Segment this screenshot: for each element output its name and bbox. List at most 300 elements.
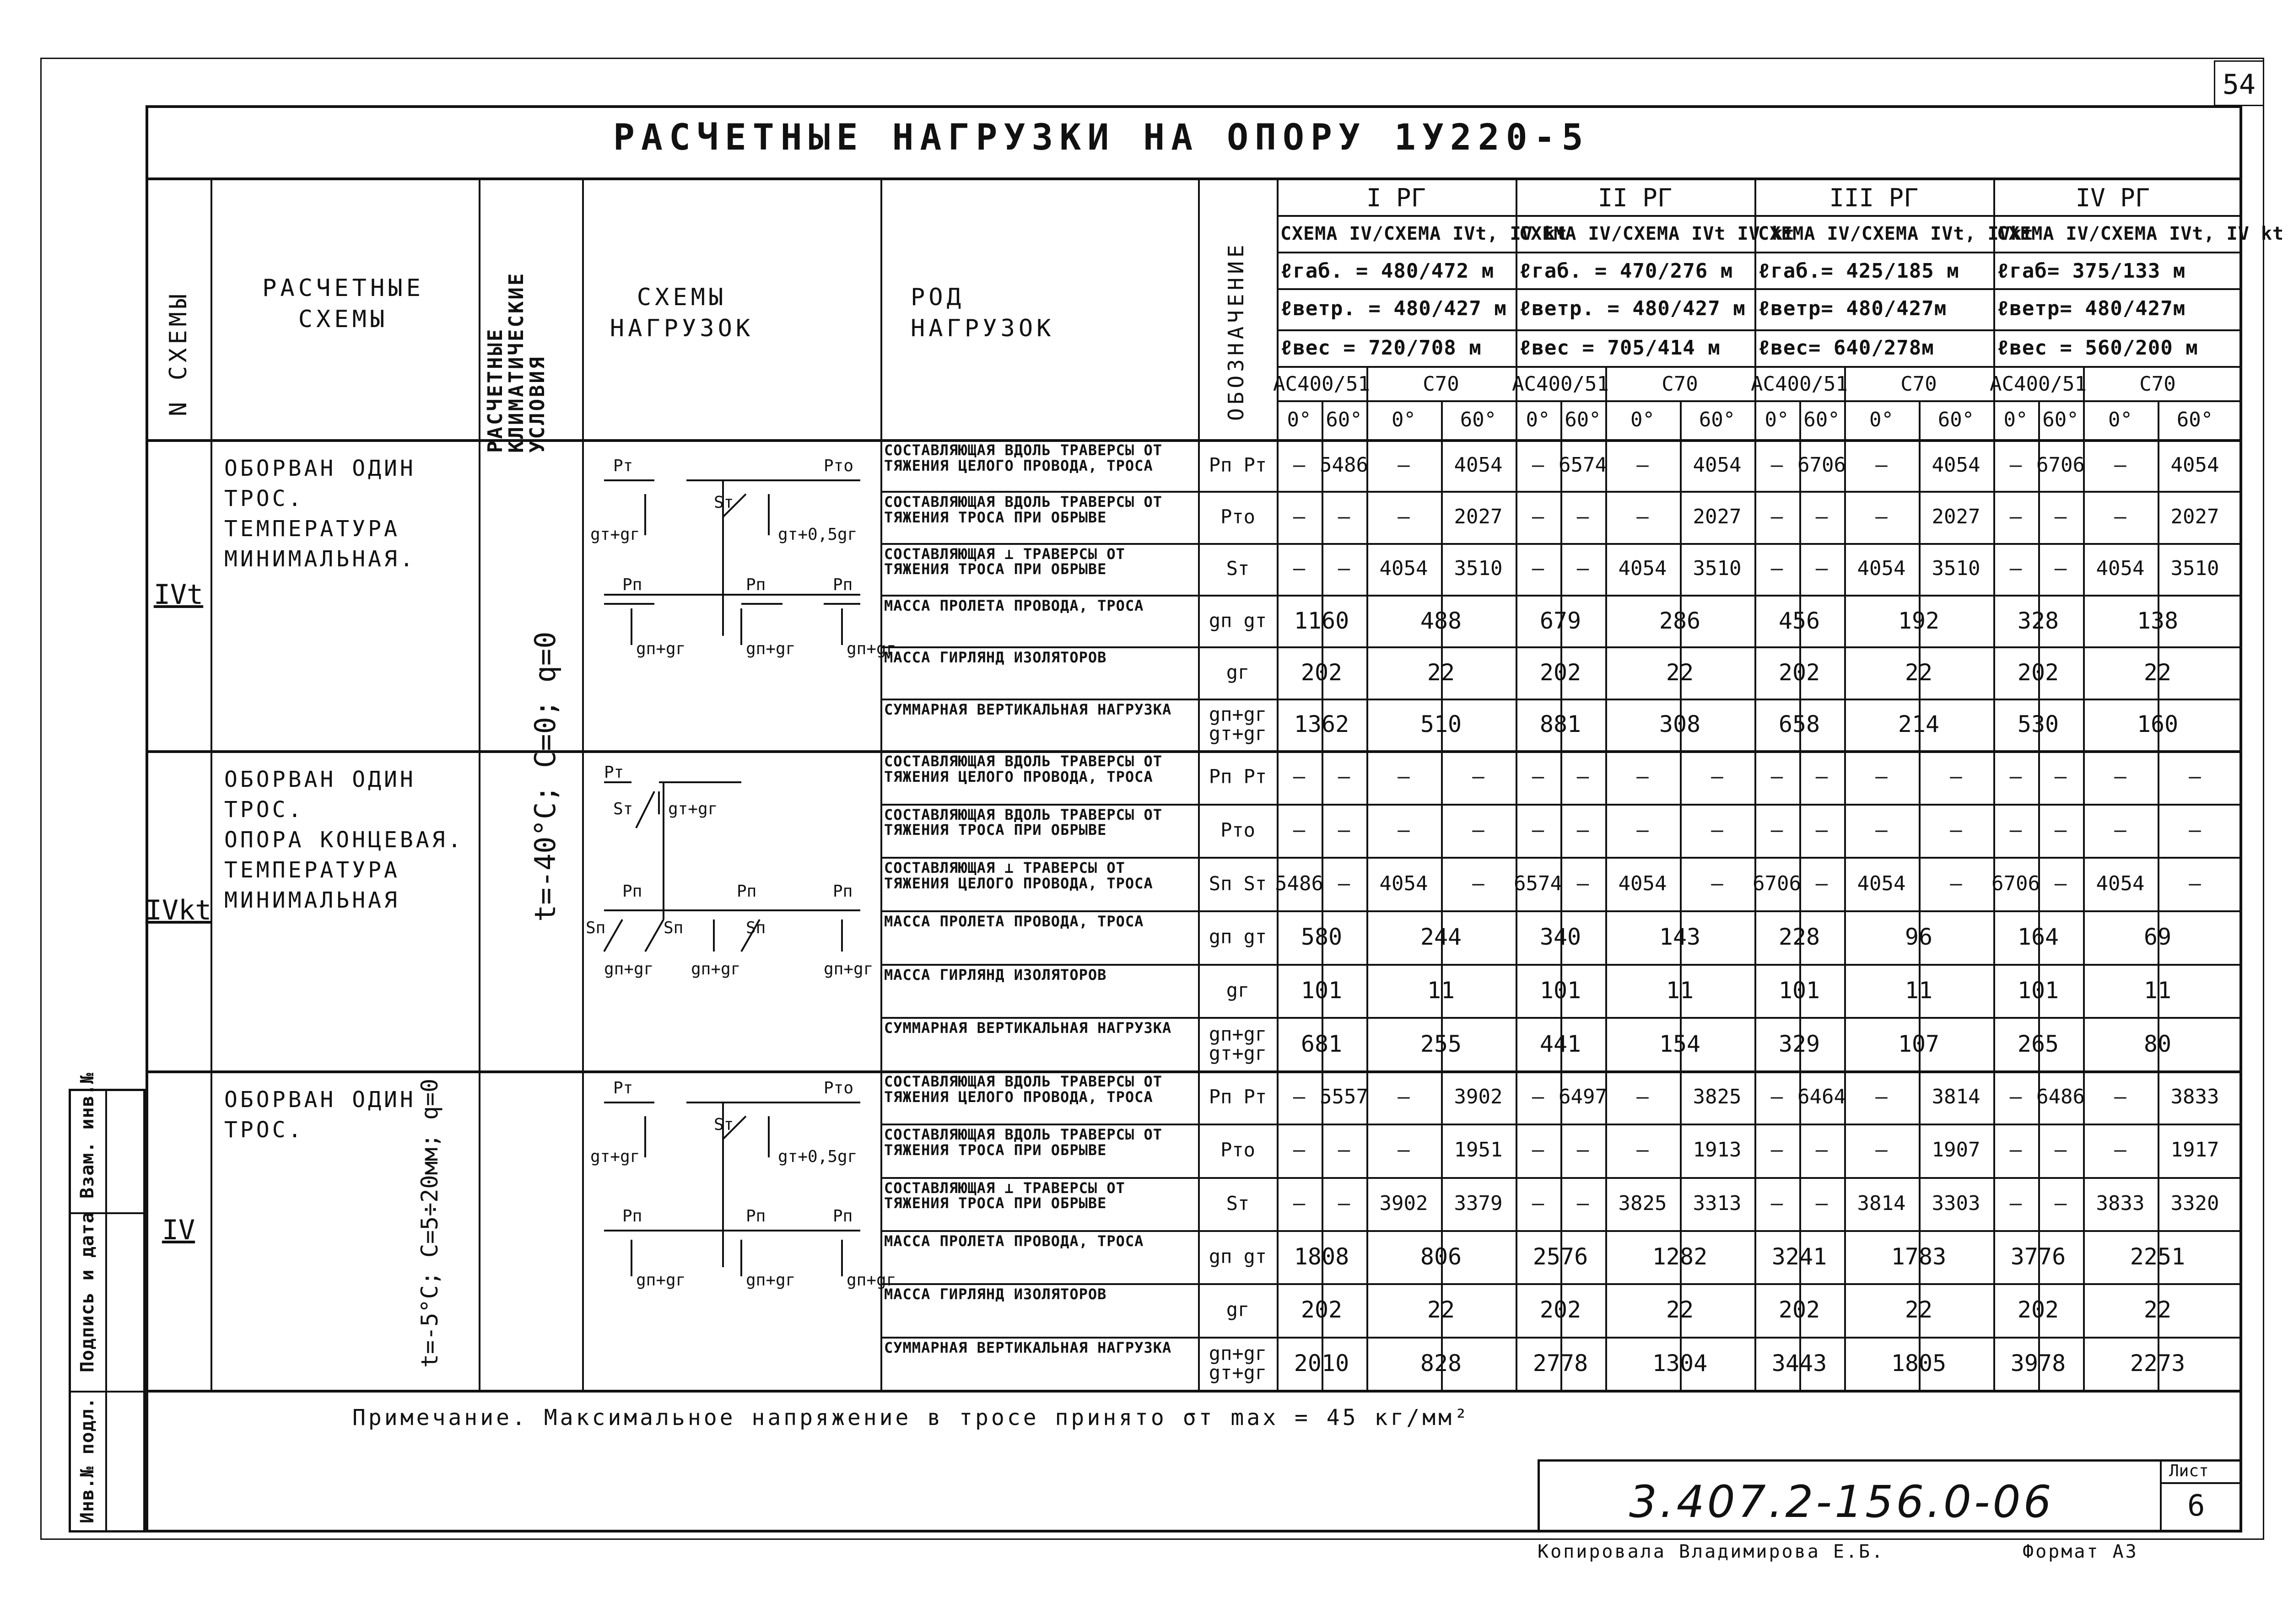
table-cell: 6706: [1991, 871, 2040, 895]
scheme-description: ОБОРВАН ОДИН: [224, 767, 416, 792]
load-scheme-diagram-ivt: [586, 444, 896, 746]
table-cell: 286: [1659, 607, 1701, 634]
table-cell: —: [1770, 818, 1783, 842]
table-cell: —: [2054, 818, 2067, 842]
svg-text:Pп: Pп: [746, 1207, 766, 1226]
table-cell: 4054: [2096, 557, 2145, 581]
table-cell: 3833: [2170, 1085, 2219, 1109]
table-cell: —: [1875, 1085, 1888, 1109]
row-label: МАССА ПРОЛЕТА ПРОВОДА, ТРОСА: [884, 597, 1144, 614]
row-label: МАССА ПРОЛЕТА ПРОВОДА, ТРОСА: [884, 1232, 1144, 1250]
table-cell: —: [1532, 765, 1544, 789]
table-cell: —: [1472, 871, 1484, 895]
table-cell: 2027: [1693, 505, 1742, 528]
row-symbol: Pто: [1220, 818, 1255, 841]
table-cell: 202: [1300, 1296, 1343, 1323]
angle-label: 0°: [2003, 408, 2028, 431]
table-cell: 244: [1420, 924, 1462, 951]
table-cell: —: [1770, 1138, 1783, 1162]
table-cell: —: [1950, 818, 1962, 842]
wire-label: АС400/51: [1990, 372, 2087, 396]
table-cell: —: [1711, 818, 1723, 842]
table-cell: —: [1875, 505, 1888, 528]
table-cell: 5486: [1275, 871, 1323, 895]
row-label: СОСТАВЛЯЮЩАЯ ⊥ ТРАВЕРСЫ ОТ ТЯЖЕНИЯ ТРОСА ПРИ ОБРЫВЕ: [884, 1179, 1125, 1212]
table-cell: —: [2009, 505, 2022, 528]
table-cell: 202: [1300, 659, 1343, 686]
table-cell: —: [1398, 453, 1410, 477]
table-cell: 214: [1898, 711, 1940, 738]
scheme-description: ОБОРВАН ОДИН: [224, 456, 416, 481]
table-cell: 3510: [1932, 557, 1980, 581]
table-cell: 1951: [1454, 1138, 1503, 1162]
table-cell: —: [1532, 1138, 1544, 1162]
row-label: СОСТАВЛЯЮЩАЯ ВДОЛЬ ТРАВЕРСЫ ОТ ТЯЖЕНИЯ ЦЕЛОГО ПРОВОДА, ТРОСА: [884, 1073, 1162, 1106]
svg-text:Pто: Pто: [824, 1079, 854, 1097]
table-cell: —: [1770, 453, 1783, 477]
table-cell: —: [1532, 505, 1544, 528]
table-cell: —: [1338, 871, 1350, 895]
row-label: МАССА ГИРЛЯНД ИЗОЛЯТОРОВ: [884, 966, 1107, 984]
angle-label: 60°: [1803, 408, 1840, 431]
table-cell: —: [1472, 765, 1484, 789]
table-cell: 530: [2017, 711, 2059, 738]
region-schema: СХЕМА IV/СХЕМА IVt, IV kt: [1280, 223, 1568, 244]
table-cell: 22: [1427, 1296, 1455, 1323]
region-l-gab: ℓгаб. = 480/472 м: [1280, 259, 1495, 283]
table-cell: —: [1576, 1138, 1589, 1162]
scheme-description: ТРОС.: [224, 1117, 304, 1143]
table-cell: —: [1338, 557, 1350, 581]
row-symbol: gп+gг gт+gг: [1209, 1342, 1267, 1384]
table-cell: —: [2009, 1138, 2022, 1162]
svg-text:Sт: Sт: [613, 800, 633, 818]
row-symbol: Sт: [1226, 557, 1250, 580]
table-cell: 3320: [2170, 1191, 2219, 1215]
svg-text:gп+gг: gп+gг: [636, 640, 686, 658]
row-label: СОСТАВЛЯЮЩАЯ ⊥ ТРАВЕРСЫ ОТ ТЯЖЕНИЯ ЦЕЛОГО ПРОВОДА, ТРОСА: [884, 859, 1153, 892]
table-cell: 3379: [1454, 1191, 1503, 1215]
svg-text:Pп: Pп: [833, 882, 853, 901]
svg-text:Pто: Pто: [824, 457, 854, 475]
table-cell: 3241: [1771, 1243, 1827, 1270]
scheme-description: ОПОРА КОНЦЕВАЯ.: [224, 827, 464, 853]
svg-text:gп+gг: gп+gг: [636, 1271, 686, 1290]
table-cell: 580: [1300, 924, 1343, 951]
table-cell: 164: [2017, 924, 2059, 951]
svg-text:Sп: Sп: [664, 919, 684, 937]
angle-label: 0°: [1630, 408, 1655, 431]
table-cell: 3443: [1771, 1350, 1827, 1377]
table-cell: 1304: [1652, 1350, 1708, 1377]
svg-text:gт+gг: gт+gг: [590, 1147, 640, 1166]
table-cell: 828: [1420, 1350, 1462, 1377]
table-cell: —: [2114, 505, 2126, 528]
stamp-text-3: Инв.№ подл.: [77, 1397, 98, 1523]
load-scheme-diagram-ivkt: [586, 755, 879, 1066]
header-load-type: РОД НАГРУЗОК: [911, 284, 1055, 342]
row-symbol: Sт: [1226, 1192, 1250, 1215]
table-cell: 3510: [1693, 557, 1742, 581]
row-label: СОСТАВЛЯЮЩАЯ ⊥ ТРАВЕРСЫ ОТ ТЯЖЕНИЯ ТРОСА ПРИ ОБРЫВЕ: [884, 545, 1125, 578]
table-cell: —: [1576, 557, 1589, 581]
table-cell: —: [1711, 765, 1723, 789]
table-cell: —: [1636, 765, 1649, 789]
scheme-description: ТРОС.: [224, 797, 304, 823]
table-cell: —: [2054, 1138, 2067, 1162]
climate-ice: t=-5°C; C=5÷20мм; q=0: [416, 1078, 443, 1368]
table-cell: 107: [1898, 1030, 1940, 1057]
table-cell: 3902: [1454, 1085, 1503, 1109]
scheme-description: ТРОС.: [224, 486, 304, 511]
row-symbol: gп gт: [1209, 1245, 1267, 1268]
table-cell: 22: [2143, 1296, 2172, 1323]
table-cell: 22: [1905, 659, 1933, 686]
table-cell: 1783: [1891, 1243, 1947, 1270]
region-l-ves: ℓвес = 705/414 м: [1519, 336, 1721, 360]
table-cell: —: [1576, 818, 1589, 842]
table-cell: —: [2114, 1138, 2126, 1162]
table-cell: —: [1815, 1138, 1828, 1162]
table-cell: —: [1532, 1191, 1544, 1215]
table-cell: —: [1770, 765, 1783, 789]
row-symbol: gг: [1226, 1298, 1250, 1321]
svg-text:Pт: Pт: [613, 457, 633, 475]
table-cell: —: [1815, 818, 1828, 842]
table-cell: 160: [2137, 711, 2179, 738]
table-cell: —: [1770, 505, 1783, 528]
table-cell: 2778: [1533, 1350, 1588, 1377]
climate-cold: t=-40°C; C=0; q=0: [529, 631, 562, 922]
table-cell: —: [2114, 818, 2126, 842]
region-l-vetr: ℓветр= 480/427м: [1758, 297, 1947, 320]
angle-label: 0°: [1287, 408, 1311, 431]
table-cell: —: [2054, 765, 2067, 789]
table-cell: —: [1532, 818, 1544, 842]
wire-label: АС400/51: [1512, 372, 1609, 396]
stamp-text-2: Подпись и дата: [77, 1211, 98, 1372]
row-symbol: gп gт: [1209, 609, 1267, 632]
scheme-number: IVt: [153, 579, 204, 611]
table-cell: 488: [1420, 607, 1462, 634]
table-cell: —: [2189, 871, 2201, 895]
table-cell: —: [1338, 1138, 1350, 1162]
angle-label: 0°: [1869, 408, 1894, 431]
row-label: СОСТАВЛЯЮЩАЯ ВДОЛЬ ТРАВЕРСЫ ОТ ТЯЖЕНИЯ ТРОСА ПРИ ОБРЫВЕ: [884, 493, 1162, 526]
load-scheme-diagram-iv: [586, 1075, 896, 1386]
table-cell: 658: [1778, 711, 1820, 738]
cable-label: С70: [1900, 372, 1937, 396]
region-l-gab: ℓгаб.= 425/185 м: [1758, 259, 1959, 283]
scheme-description: МИНИМАЛЬНАЯ: [224, 887, 400, 913]
table-cell: —: [1636, 1138, 1649, 1162]
table-cell: —: [2054, 557, 2067, 581]
table-cell: 4054: [1932, 453, 1980, 477]
angle-label: 60°: [2176, 408, 2213, 431]
table-cell: 22: [2143, 659, 2172, 686]
table-cell: 3510: [2170, 557, 2219, 581]
table-cell: 6574: [1559, 453, 1607, 477]
table-cell: 6706: [1797, 453, 1846, 477]
svg-text:Pп: Pп: [622, 575, 642, 594]
format-label: Формат А3: [2023, 1541, 2138, 1562]
table-cell: 154: [1659, 1030, 1701, 1057]
table-cell: —: [1815, 505, 1828, 528]
table-cell: 101: [1539, 977, 1581, 1004]
table-cell: 4054: [1857, 557, 1906, 581]
svg-text:gп+gг: gп+gг: [847, 1271, 896, 1290]
table-cell: —: [1770, 557, 1783, 581]
table-cell: —: [1576, 1191, 1589, 1215]
table-cell: —: [1398, 505, 1410, 528]
table-cell: —: [1950, 765, 1962, 789]
svg-text:gп+gг: gп+gг: [824, 960, 874, 979]
table-cell: 6464: [1797, 1085, 1846, 1109]
table-cell: 202: [1539, 659, 1581, 686]
table-cell: 4054: [1857, 871, 1906, 895]
table-cell: 1808: [1294, 1243, 1349, 1270]
table-cell: 679: [1539, 607, 1581, 634]
table-cell: 1160: [1294, 607, 1349, 634]
table-cell: 3825: [1618, 1191, 1667, 1215]
table-cell: —: [1636, 453, 1649, 477]
svg-text:Pп: Pп: [622, 882, 642, 901]
table-cell: 2027: [1454, 505, 1503, 528]
table-cell: 3825: [1693, 1085, 1742, 1109]
cable-label: С70: [1662, 372, 1698, 396]
region-name: IV РГ: [2075, 183, 2150, 212]
table-cell: —: [1338, 765, 1350, 789]
svg-text:Pп: Pп: [833, 575, 853, 594]
table-cell: —: [1338, 818, 1350, 842]
table-cell: 681: [1300, 1030, 1343, 1057]
region-l-ves: ℓвес = 560/200 м: [1997, 336, 2198, 360]
table-cell: 101: [2017, 977, 2059, 1004]
table-cell: 22: [1666, 1296, 1694, 1323]
table-cell: 1805: [1891, 1350, 1947, 1377]
table-cell: 69: [2143, 924, 2172, 951]
region-name: II РГ: [1597, 183, 1673, 212]
table-cell: —: [1532, 1085, 1544, 1109]
row-symbol: Pп Pт: [1209, 1086, 1267, 1108]
table-cell: —: [1711, 871, 1723, 895]
table-cell: 3978: [2010, 1350, 2066, 1377]
table-cell: 308: [1659, 711, 1701, 738]
cable-label: С70: [2139, 372, 2176, 396]
region-schema: СХЕМА IV/СХЕМА IVt, IV kt: [1997, 223, 2284, 244]
row-label: СОСТАВЛЯЮЩАЯ ВДОЛЬ ТРАВЕРСЫ ОТ ТЯЖЕНИЯ ТРОСА ПРИ ОБРЫВЕ: [884, 1126, 1162, 1159]
table-cell: 3776: [2010, 1243, 2066, 1270]
svg-text:Pп: Pп: [622, 1207, 642, 1226]
table-cell: 202: [1778, 1296, 1820, 1323]
table-cell: 4054: [1618, 871, 1667, 895]
region-l-ves: ℓвес = 720/708 м: [1280, 336, 1482, 360]
table-cell: 11: [1427, 977, 1455, 1004]
table-cell: 1362: [1294, 711, 1349, 738]
table-cell: 3814: [1932, 1085, 1980, 1109]
svg-text:gп+gг: gп+gг: [847, 640, 896, 658]
table-cell: —: [2054, 1191, 2067, 1215]
wire-label: АС400/51: [1273, 372, 1370, 396]
svg-text:gп+gг: gп+gг: [604, 960, 654, 979]
row-label: МАССА ПРОЛЕТА ПРОВОДА, ТРОСА: [884, 913, 1144, 930]
svg-text:Pт: Pт: [613, 1079, 633, 1097]
scheme-description: ОБОРВАН ОДИН: [224, 1087, 416, 1113]
scheme-number: IV: [162, 1214, 195, 1246]
table-cell: —: [1532, 453, 1544, 477]
row-symbol: gп gт: [1209, 925, 1267, 948]
table-cell: —: [1770, 1191, 1783, 1215]
row-symbol: gг: [1226, 979, 1250, 1001]
table-cell: 202: [1778, 659, 1820, 686]
region-name: III РГ: [1829, 183, 1919, 212]
table-cell: 3303: [1932, 1191, 1980, 1215]
table-cell: —: [1576, 871, 1589, 895]
table-cell: 1282: [1652, 1243, 1708, 1270]
table-cell: 340: [1539, 924, 1581, 951]
angle-label: 60°: [1326, 408, 1362, 431]
doc-code: 3.407.2-156.0-06: [1629, 1476, 2054, 1527]
table-cell: 5557: [1320, 1085, 1368, 1109]
sheet-number: 6: [2187, 1489, 2205, 1523]
table-cell: 202: [1539, 1296, 1581, 1323]
table-cell: 6706: [2036, 453, 2085, 477]
row-symbol: Pп Pт: [1209, 765, 1267, 788]
table-cell: —: [2009, 453, 2022, 477]
table-cell: —: [2114, 453, 2126, 477]
row-label: СУММАРНАЯ ВЕРТИКАЛЬНАЯ НАГРУЗКА: [884, 1339, 1172, 1356]
table-cell: 265: [2017, 1030, 2059, 1057]
table-cell: 4054: [2170, 453, 2219, 477]
table-cell: —: [1293, 1085, 1306, 1109]
row-symbol: Pто: [1220, 1139, 1255, 1162]
svg-text:gп+gг: gп+gг: [746, 640, 796, 658]
table-cell: 4054: [2096, 871, 2145, 895]
table-cell: 202: [2017, 1296, 2059, 1323]
page-number: 54: [2222, 69, 2256, 101]
row-label: МАССА ГИРЛЯНД ИЗОЛЯТОРОВ: [884, 649, 1107, 667]
table-cell: —: [2054, 505, 2067, 528]
table-cell: —: [2009, 1085, 2022, 1109]
table-cell: —: [1576, 505, 1589, 528]
table-cell: —: [1532, 557, 1544, 581]
table-cell: 2027: [1932, 505, 1980, 528]
table-cell: —: [1636, 505, 1649, 528]
sheet-label: Лист: [2169, 1462, 2209, 1480]
table-cell: 441: [1539, 1030, 1581, 1057]
table-cell: —: [2009, 765, 2022, 789]
footnote: Примечание. Максимальное напряжение в тросе принято σт max = 45 кг/мм²: [352, 1405, 1470, 1430]
table-cell: 80: [2143, 1030, 2172, 1057]
table-cell: —: [1875, 765, 1888, 789]
table-cell: —: [1398, 818, 1410, 842]
table-cell: 3902: [1379, 1191, 1428, 1215]
scheme-number: IVkt: [145, 894, 212, 926]
table-cell: 4054: [1379, 871, 1428, 895]
region-l-vetr: ℓветр. = 480/427 м: [1519, 297, 1746, 320]
table-cell: —: [1293, 505, 1306, 528]
table-cell: —: [1398, 1085, 1410, 1109]
table-cell: 6706: [1753, 871, 1801, 895]
table-cell: —: [1293, 453, 1306, 477]
region-schema: СХЕМА IV/СХЕМА IVt, IVkt: [1758, 223, 2034, 244]
table-cell: —: [1950, 871, 1962, 895]
scheme-description: ТЕМПЕРАТУРА: [224, 516, 400, 542]
angle-label: 60°: [2042, 408, 2079, 431]
table-cell: 3814: [1857, 1191, 1906, 1215]
table-cell: 22: [1427, 659, 1455, 686]
row-label: СУММАРНАЯ ВЕРТИКАЛЬНАЯ НАГРУЗКА: [884, 700, 1172, 718]
table-cell: 255: [1420, 1030, 1462, 1057]
table-cell: 4054: [1693, 453, 1742, 477]
region-l-gab: ℓгаб= 375/133 м: [1997, 259, 2186, 283]
table-cell: 138: [2137, 607, 2179, 634]
table-cell: 22: [1666, 659, 1694, 686]
svg-text:Pп: Pп: [737, 882, 757, 901]
svg-text:Pт: Pт: [604, 763, 624, 782]
region-name: I РГ: [1366, 183, 1426, 212]
svg-text:gт+0,5gг: gт+0,5gг: [778, 525, 858, 544]
table-cell: 806: [1420, 1243, 1462, 1270]
table-cell: 510: [1420, 711, 1462, 738]
svg-text:Pп: Pп: [833, 1207, 853, 1226]
angle-label: 0°: [1526, 408, 1550, 431]
scheme-description: МИНИМАЛЬНАЯ.: [224, 546, 416, 572]
table-cell: —: [1398, 765, 1410, 789]
svg-text:Sт: Sт: [714, 493, 734, 512]
table-cell: 6574: [1514, 871, 1562, 895]
table-cell: 3833: [2096, 1191, 2145, 1215]
table-cell: —: [1338, 505, 1350, 528]
svg-text:gп+gг: gп+gг: [691, 960, 741, 979]
table-cell: 11: [2143, 977, 2172, 1004]
table-cell: 328: [2017, 607, 2059, 634]
angle-label: 60°: [1699, 408, 1736, 431]
angle-label: 60°: [1937, 408, 1975, 431]
table-cell: —: [1815, 765, 1828, 789]
table-cell: —: [1398, 1138, 1410, 1162]
angle-label: 0°: [1765, 408, 1789, 431]
table-cell: —: [1770, 1085, 1783, 1109]
row-symbol: gг: [1226, 661, 1250, 683]
row-label: СОСТАВЛЯЮЩАЯ ВДОЛЬ ТРАВЕРСЫ ОТ ТЯЖЕНИЯ ТРОСА ПРИ ОБРЫВЕ: [884, 806, 1162, 839]
header-load-schemes: СХЕМЫ НАГРУЗОК: [610, 284, 754, 342]
angle-label: 60°: [1460, 408, 1497, 431]
table-cell: —: [1875, 453, 1888, 477]
header-climate: РАСЧЕТНЫЕ КЛИМАТИЧЕСКИЕ УСЛОВИЯ: [484, 271, 550, 453]
table-cell: —: [1293, 818, 1306, 842]
table-cell: 329: [1778, 1030, 1820, 1057]
scheme-description: ТЕМПЕРАТУРА: [224, 857, 400, 883]
cable-label: С70: [1423, 372, 1459, 396]
svg-text:Sт: Sт: [714, 1115, 734, 1134]
row-label: СОСТАВЛЯЮЩАЯ ВДОЛЬ ТРАВЕРСЫ ОТ ТЯЖЕНИЯ ЦЕЛОГО ПРОВОДА, ТРОСА: [884, 753, 1162, 785]
table-cell: 11: [1905, 977, 1933, 1004]
region-l-vetr: ℓветр. = 480/427 м: [1280, 297, 1507, 320]
table-cell: 2251: [2130, 1243, 2185, 1270]
table-cell: —: [2114, 1085, 2126, 1109]
angle-label: 0°: [1392, 408, 1416, 431]
table-cell: —: [2009, 557, 2022, 581]
wire-label: АС400/51: [1751, 372, 1848, 396]
table-cell: —: [1636, 818, 1649, 842]
table-cell: 228: [1778, 924, 1820, 951]
table-cell: —: [1875, 818, 1888, 842]
svg-text:gт+gг: gт+gг: [590, 525, 640, 544]
region-l-ves: ℓвес= 640/278м: [1758, 336, 1934, 360]
table-cell: —: [1293, 1191, 1306, 1215]
region-l-vetr: ℓветр= 480/427м: [1997, 297, 2186, 320]
